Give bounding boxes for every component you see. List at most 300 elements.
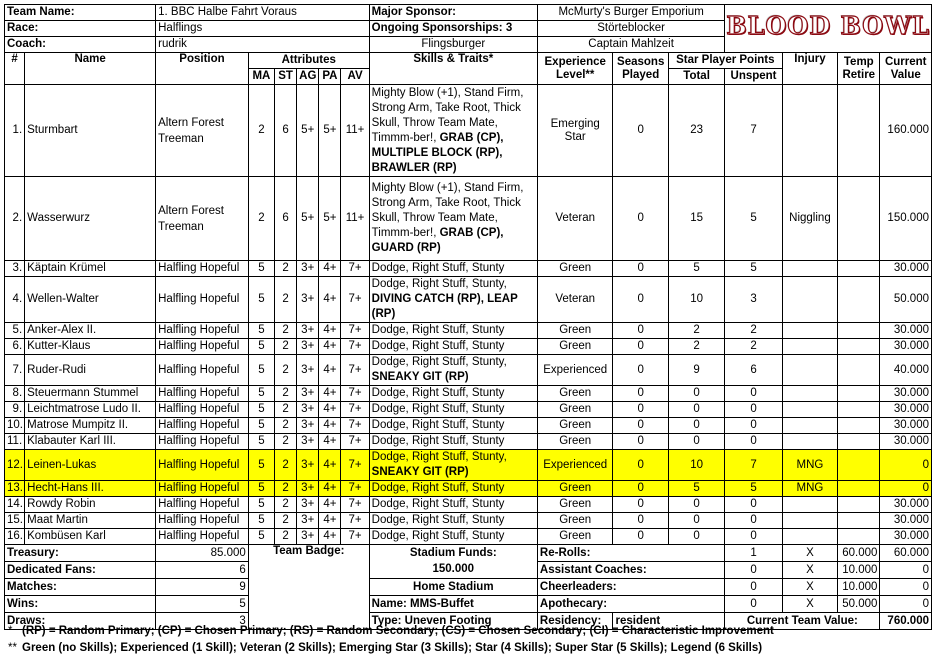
cheerleaders-x: X (782, 579, 837, 596)
player-row (5, 323, 932, 339)
player-injury (782, 261, 837, 277)
player-position: Altern Forest Treeman (156, 85, 249, 177)
player-number: 9. (5, 402, 25, 418)
player-av: 7+ (341, 355, 369, 386)
player-spp-total: 0 (668, 497, 724, 513)
player-value: 30.000 (880, 434, 932, 450)
player-spp-total: 0 (668, 386, 724, 402)
player-value: 0 (880, 450, 932, 481)
player-spp-unspent: 0 (725, 434, 782, 450)
player-temp-retire (838, 85, 880, 177)
player-value: 30.000 (880, 402, 932, 418)
player-pa: 4+ (319, 277, 341, 323)
col-seasons: Seasons Played (613, 53, 668, 85)
player-skills: Dodge, Right Stuff, Stunty, DIVING CATCH (RP), LEAP (RP) (369, 277, 537, 323)
col-position: Position (156, 53, 249, 85)
player-ma: 5 (248, 481, 274, 497)
player-skills: Dodge, Right Stuff, Stunty (369, 513, 537, 529)
player-injury (782, 339, 837, 355)
player-experience: Green (537, 386, 613, 402)
col-current-value: Current Value (880, 53, 932, 85)
player-skills: Mighty Blow (+1), Stand Firm, Strong Arm, Take Root, Thick Skull, Throw Team Mate, Timmm-ber!, GRAB (CP), GUARD (RP) (369, 177, 537, 261)
fans-value: 6 (156, 562, 249, 579)
player-experience: Green (537, 339, 613, 355)
player-st: 2 (275, 418, 297, 434)
cheerleaders-cost: 10.000 (838, 579, 880, 596)
player-av: 7+ (341, 497, 369, 513)
player-name: Rowdy Robin (25, 497, 156, 513)
coaches-x: X (782, 562, 837, 579)
player-temp-retire (838, 323, 880, 339)
player-skills: Dodge, Right Stuff, Stunty (369, 418, 537, 434)
player-position: Halfling Hopeful (156, 450, 249, 481)
player-seasons: 0 (613, 339, 668, 355)
team-value: 760.000 (880, 613, 932, 630)
player-injury (782, 434, 837, 450)
player-st: 2 (275, 402, 297, 418)
player-spp-total: 2 (668, 339, 724, 355)
player-name: Leinen-Lukas (25, 450, 156, 481)
player-temp-retire (838, 497, 880, 513)
player-ma: 5 (248, 277, 274, 323)
player-injury (782, 386, 837, 402)
col-num: # (5, 53, 25, 85)
stadium-funds-value: 150.000 (369, 562, 537, 579)
player-ma: 5 (248, 418, 274, 434)
player-temp-retire (838, 355, 880, 386)
player-value: 50.000 (880, 277, 932, 323)
player-number: 2. (5, 177, 25, 261)
player-ag: 3+ (297, 277, 319, 323)
player-ma: 5 (248, 497, 274, 513)
player-ag: 3+ (297, 481, 319, 497)
player-experience: Green (537, 481, 613, 497)
player-injury: MNG (782, 450, 837, 481)
player-ma: 5 (248, 339, 274, 355)
player-skills: Dodge, Right Stuff, Stunty (369, 529, 537, 545)
player-spp-unspent: 7 (725, 85, 782, 177)
player-spp-unspent: 0 (725, 386, 782, 402)
player-spp-unspent: 6 (725, 355, 782, 386)
player-number: 12. (5, 450, 25, 481)
player-temp-retire (838, 513, 880, 529)
player-av: 7+ (341, 450, 369, 481)
player-injury (782, 323, 837, 339)
player-position: Altern Forest Treeman (156, 177, 249, 261)
major-sponsor-label: Major Sponsor: (369, 5, 537, 21)
player-temp-retire (838, 339, 880, 355)
player-skills: Dodge, Right Stuff, Stunty (369, 323, 537, 339)
draws-label: Draws: (5, 613, 156, 630)
player-injury (782, 85, 837, 177)
stadium-funds-label: Stadium Funds: (369, 545, 537, 562)
cheerleaders-count: 0 (725, 579, 782, 596)
player-spp-unspent: 7 (725, 450, 782, 481)
player-experience: Green (537, 513, 613, 529)
col-st: ST (275, 69, 297, 85)
player-pa: 4+ (319, 402, 341, 418)
player-name: Kutter-Klaus (25, 339, 156, 355)
player-spp-unspent: 3 (725, 277, 782, 323)
player-temp-retire (838, 386, 880, 402)
player-value: 30.000 (880, 497, 932, 513)
col-spp-total: Total (668, 69, 724, 85)
player-skills: Dodge, Right Stuff, Stunty (369, 386, 537, 402)
player-seasons: 0 (613, 355, 668, 386)
player-ma: 5 (248, 513, 274, 529)
player-row (5, 277, 932, 323)
sponsor-2: Störteblocker (537, 21, 724, 37)
player-st: 2 (275, 355, 297, 386)
player-row (5, 402, 932, 418)
player-st: 2 (275, 339, 297, 355)
cheerleaders-total: 0 (880, 579, 932, 596)
player-position: Halfling Hopeful (156, 513, 249, 529)
treasury-label: Treasury: (5, 545, 156, 562)
player-row (5, 85, 932, 177)
player-seasons: 0 (613, 450, 668, 481)
player-name: Wasserwurz (25, 177, 156, 261)
player-ag: 3+ (297, 529, 319, 545)
player-spp-total: 10 (668, 277, 724, 323)
player-spp-unspent: 2 (725, 339, 782, 355)
player-av: 7+ (341, 402, 369, 418)
player-number: 5. (5, 323, 25, 339)
player-spp-unspent: 0 (725, 497, 782, 513)
player-spp-unspent: 0 (725, 529, 782, 545)
player-number: 10. (5, 418, 25, 434)
player-pa: 4+ (319, 261, 341, 277)
apothecary-total: 0 (880, 596, 932, 613)
player-skills: Dodge, Right Stuff, Stunty (369, 481, 537, 497)
player-number: 1. (5, 85, 25, 177)
player-number: 3. (5, 261, 25, 277)
player-row (5, 529, 932, 545)
player-ma: 2 (248, 85, 274, 177)
player-av: 7+ (341, 323, 369, 339)
player-position: Halfling Hopeful (156, 386, 249, 402)
player-spp-total: 0 (668, 529, 724, 545)
team-badge: Team Badge: (248, 545, 369, 630)
player-experience: Green (537, 529, 613, 545)
player-ag: 3+ (297, 386, 319, 402)
player-spp-unspent: 5 (725, 261, 782, 277)
player-seasons: 0 (613, 418, 668, 434)
player-injury (782, 355, 837, 386)
player-injury (782, 418, 837, 434)
player-position: Halfling Hopeful (156, 418, 249, 434)
player-value: 30.000 (880, 386, 932, 402)
col-spp: Star Player Points (668, 53, 782, 69)
team-value-label: Current Team Value: (725, 613, 880, 630)
player-ag: 3+ (297, 402, 319, 418)
player-spp-total: 2 (668, 323, 724, 339)
player-value: 30.000 (880, 418, 932, 434)
player-number: 13. (5, 481, 25, 497)
player-number: 7. (5, 355, 25, 386)
player-name: Ruder-Rudi (25, 355, 156, 386)
ongoing-sponsorships-label: Ongoing Sponsorships: 3 (369, 21, 537, 37)
player-temp-retire (838, 402, 880, 418)
player-position: Halfling Hopeful (156, 277, 249, 323)
player-experience: Emerging Star (537, 85, 613, 177)
player-av: 7+ (341, 277, 369, 323)
player-pa: 4+ (319, 386, 341, 402)
player-position: Halfling Hopeful (156, 529, 249, 545)
col-av: AV (341, 69, 369, 85)
coach-value: rudrik (156, 37, 370, 53)
player-row (5, 481, 932, 497)
player-spp-unspent: 0 (725, 513, 782, 529)
rerolls-count: 1 (725, 545, 782, 562)
stadium-type: Type: Uneven Footing (369, 613, 537, 630)
residency-value: resident (613, 613, 725, 630)
player-ma: 5 (248, 355, 274, 386)
player-row (5, 177, 932, 261)
player-name: Matrose Mumpitz II. (25, 418, 156, 434)
coaches-cost: 10.000 (838, 562, 880, 579)
apothecary-label: Apothecary: (537, 596, 724, 613)
rerolls-label: Re-Rolls: (537, 545, 724, 562)
player-temp-retire (838, 434, 880, 450)
col-ag: AG (297, 69, 319, 85)
player-position: Halfling Hopeful (156, 402, 249, 418)
player-row (5, 450, 932, 481)
player-value: 30.000 (880, 323, 932, 339)
player-value: 30.000 (880, 261, 932, 277)
player-position: Halfling Hopeful (156, 339, 249, 355)
wins-value: 5 (156, 596, 249, 613)
player-row (5, 339, 932, 355)
player-number: 8. (5, 386, 25, 402)
player-row (5, 497, 932, 513)
player-ma: 5 (248, 386, 274, 402)
col-skills: Skills & Traits* (369, 53, 537, 85)
player-seasons: 0 (613, 85, 668, 177)
player-seasons: 0 (613, 513, 668, 529)
coach-label: Coach: (5, 37, 156, 53)
col-ma: MA (248, 69, 274, 85)
rerolls-cost: 60.000 (838, 545, 880, 562)
col-experience: Experience Level** (537, 53, 613, 85)
player-st: 2 (275, 497, 297, 513)
player-name: Hecht-Hans III. (25, 481, 156, 497)
player-value: 160.000 (880, 85, 932, 177)
player-seasons: 0 (613, 434, 668, 450)
player-experience: Experienced (537, 450, 613, 481)
sponsor-3: Flingsburger (369, 37, 537, 53)
player-spp-total: 9 (668, 355, 724, 386)
player-skills: Dodge, Right Stuff, Stunty (369, 261, 537, 277)
rerolls-total: 60.000 (880, 545, 932, 562)
race-value: Halflings (156, 21, 370, 37)
player-ag: 3+ (297, 261, 319, 277)
player-av: 7+ (341, 261, 369, 277)
player-injury (782, 497, 837, 513)
player-st: 2 (275, 481, 297, 497)
player-ag: 5+ (297, 85, 319, 177)
player-ag: 3+ (297, 497, 319, 513)
team-name-value: 1. BBC Halbe Fahrt Voraus (156, 5, 370, 21)
footnote-2: ** Green (no Skills); Experienced (1 Skill); Veteran (2 Skills); Emerging Star (3 Skills); Star (4 Skills); Super Star (5 Skills); Legend (6 Skills) (8, 642, 763, 654)
player-seasons: 0 (613, 402, 668, 418)
player-st: 2 (275, 434, 297, 450)
player-temp-retire (838, 418, 880, 434)
player-ma: 5 (248, 323, 274, 339)
player-av: 7+ (341, 434, 369, 450)
rerolls-x: X (782, 545, 837, 562)
player-experience: Veteran (537, 277, 613, 323)
player-name: Steuermann Stummel (25, 386, 156, 402)
player-ag: 3+ (297, 513, 319, 529)
player-position: Halfling Hopeful (156, 261, 249, 277)
cheerleaders-label: Cheerleaders: (537, 579, 724, 596)
player-value: 30.000 (880, 513, 932, 529)
player-spp-total: 5 (668, 481, 724, 497)
player-ma: 5 (248, 261, 274, 277)
player-temp-retire (838, 529, 880, 545)
player-av: 7+ (341, 529, 369, 545)
player-value: 40.000 (880, 355, 932, 386)
player-skills: Mighty Blow (+1), Stand Firm, Strong Arm, Take Root, Thick Skull, Throw Team Mate, Timmm-ber!, GRAB (CP), MULTIPLE BLOCK (RP), BRAWLER (RP) (369, 85, 537, 177)
player-spp-unspent: 2 (725, 323, 782, 339)
player-position: Halfling Hopeful (156, 355, 249, 386)
player-name: Anker-Alex II. (25, 323, 156, 339)
player-injury (782, 277, 837, 323)
player-pa: 4+ (319, 497, 341, 513)
matches-value: 9 (156, 579, 249, 596)
player-name: Wellen-Walter (25, 277, 156, 323)
apothecary-count: 0 (725, 596, 782, 613)
player-av: 7+ (341, 481, 369, 497)
player-experience: Experienced (537, 355, 613, 386)
player-skills: Dodge, Right Stuff, Stunty (369, 434, 537, 450)
player-experience: Veteran (537, 177, 613, 261)
player-spp-total: 5 (668, 261, 724, 277)
col-name: Name (25, 53, 156, 85)
player-pa: 4+ (319, 481, 341, 497)
player-row (5, 418, 932, 434)
player-value: 30.000 (880, 529, 932, 545)
player-av: 11+ (341, 177, 369, 261)
player-ma: 5 (248, 402, 274, 418)
player-position: Halfling Hopeful (156, 497, 249, 513)
draws-value: 3 (156, 613, 249, 630)
player-st: 2 (275, 277, 297, 323)
player-av: 7+ (341, 418, 369, 434)
player-av: 7+ (341, 386, 369, 402)
player-ag: 3+ (297, 434, 319, 450)
player-spp-total: 10 (668, 450, 724, 481)
player-ag: 3+ (297, 323, 319, 339)
player-number: 6. (5, 339, 25, 355)
player-spp-total: 15 (668, 177, 724, 261)
player-pa: 4+ (319, 339, 341, 355)
player-skills: Dodge, Right Stuff, Stunty (369, 402, 537, 418)
player-name: Klabauter Karl III. (25, 434, 156, 450)
player-value: 30.000 (880, 339, 932, 355)
player-spp-unspent: 0 (725, 418, 782, 434)
player-injury (782, 513, 837, 529)
player-st: 6 (275, 177, 297, 261)
player-pa: 5+ (319, 85, 341, 177)
player-st: 2 (275, 261, 297, 277)
player-spp-total: 0 (668, 418, 724, 434)
sponsor-4: Captain Mahlzeit (537, 37, 724, 53)
player-spp-unspent: 5 (725, 481, 782, 497)
player-st: 2 (275, 450, 297, 481)
player-st: 2 (275, 513, 297, 529)
player-pa: 4+ (319, 513, 341, 529)
player-row (5, 261, 932, 277)
player-row (5, 355, 932, 386)
wins-label: Wins: (5, 596, 156, 613)
treasury-value: 85.000 (156, 545, 249, 562)
col-attributes: Attributes (248, 53, 369, 69)
player-ag: 5+ (297, 177, 319, 261)
player-ma: 5 (248, 529, 274, 545)
player-name: Maat Martin (25, 513, 156, 529)
matches-label: Matches: (5, 579, 156, 596)
player-seasons: 0 (613, 261, 668, 277)
player-pa: 4+ (319, 450, 341, 481)
player-seasons: 0 (613, 323, 668, 339)
player-seasons: 0 (613, 529, 668, 545)
player-ag: 3+ (297, 355, 319, 386)
col-injury: Injury (782, 53, 837, 85)
player-experience: Green (537, 497, 613, 513)
player-value: 150.000 (880, 177, 932, 261)
player-injury (782, 402, 837, 418)
roster-table (4, 4, 932, 630)
player-st: 2 (275, 529, 297, 545)
player-spp-total: 0 (668, 513, 724, 529)
col-pa: PA (319, 69, 341, 85)
player-skills: Dodge, Right Stuff, Stunty, SNEAKY GIT (RP) (369, 355, 537, 386)
player-spp-unspent: 0 (725, 402, 782, 418)
player-ag: 3+ (297, 418, 319, 434)
apothecary-x: X (782, 596, 837, 613)
player-name: Sturmbart (25, 85, 156, 177)
blood-bowl-logo: BLOOD BOWL (725, 5, 932, 53)
player-pa: 4+ (319, 355, 341, 386)
stadium-name: Name: MMS-Buffet (369, 596, 537, 613)
player-st: 2 (275, 323, 297, 339)
roster-sheet (4, 4, 932, 630)
player-st: 6 (275, 85, 297, 177)
player-skills: Dodge, Right Stuff, Stunty, SNEAKY GIT (RP) (369, 450, 537, 481)
player-skills: Dodge, Right Stuff, Stunty (369, 497, 537, 513)
player-spp-unspent: 5 (725, 177, 782, 261)
player-pa: 4+ (319, 418, 341, 434)
home-stadium-label: Home Stadium (369, 579, 537, 596)
player-pa: 4+ (319, 434, 341, 450)
player-temp-retire (838, 261, 880, 277)
player-temp-retire (838, 177, 880, 261)
player-seasons: 0 (613, 497, 668, 513)
footnote-1: * (RP) = Random Primary; (CP) = Chosen Primary; (RS) = Random Secondary; (CS) = Chosen Secondary; (CI) = Characteristic Improvement (8, 625, 774, 637)
player-number: 14. (5, 497, 25, 513)
player-seasons: 0 (613, 177, 668, 261)
player-injury: MNG (782, 481, 837, 497)
player-st: 2 (275, 386, 297, 402)
player-experience: Green (537, 261, 613, 277)
player-av: 11+ (341, 85, 369, 177)
race-label: Race: (5, 21, 156, 37)
player-ma: 2 (248, 177, 274, 261)
player-experience: Green (537, 434, 613, 450)
coaches-count: 0 (725, 562, 782, 579)
